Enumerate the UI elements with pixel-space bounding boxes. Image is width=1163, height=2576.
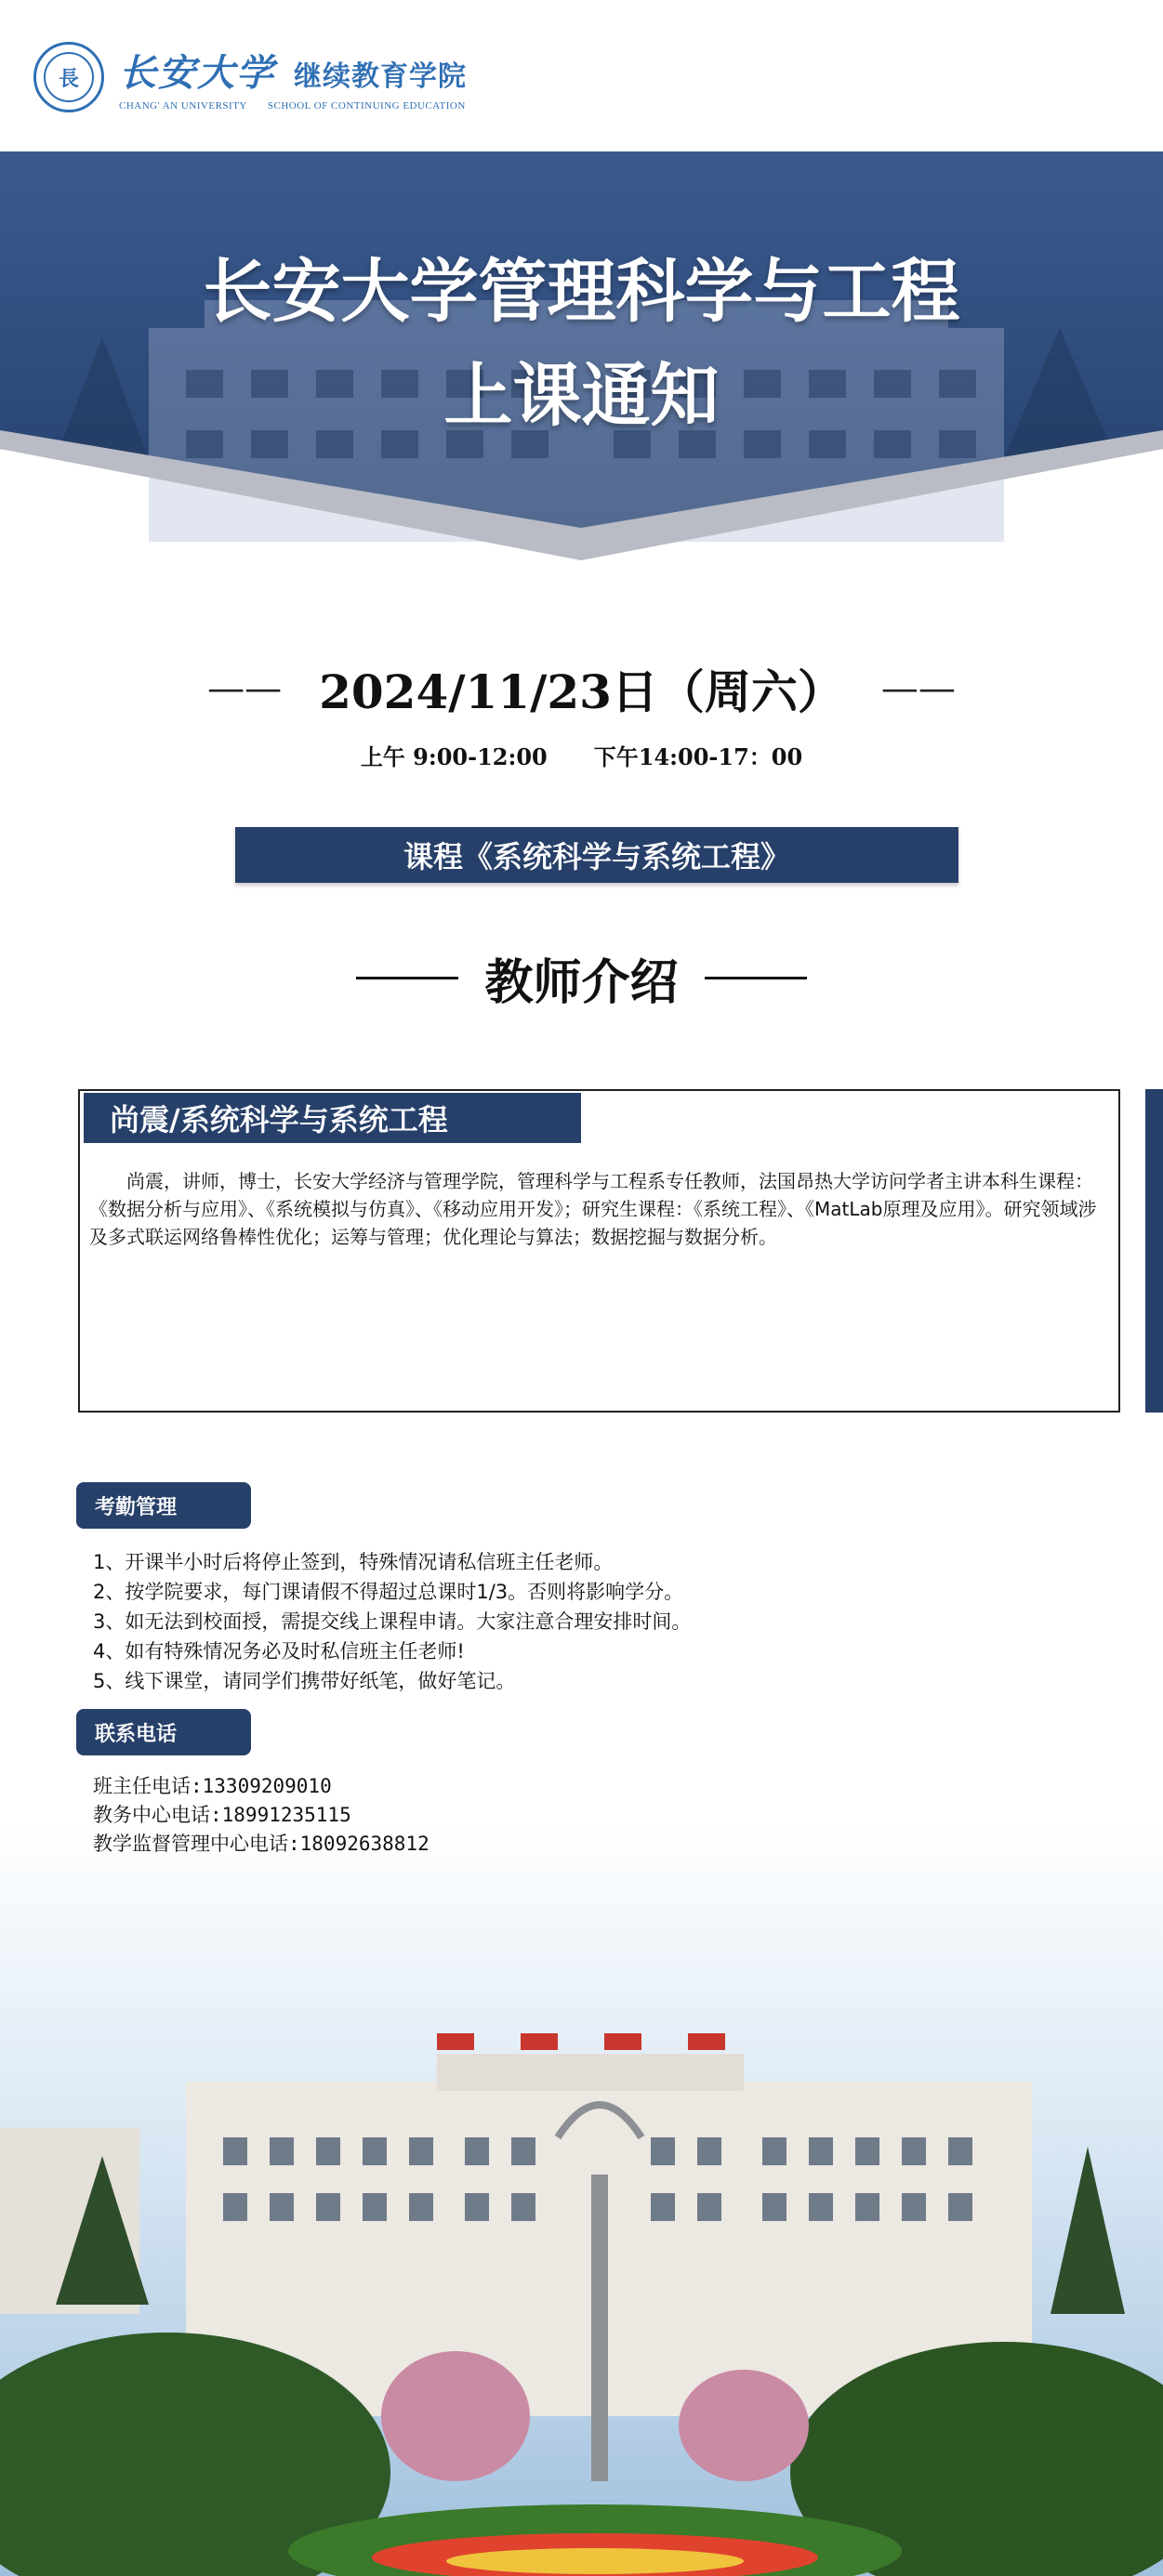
contact-phones bbox=[93, 1772, 430, 1859]
phone-line: 班主任电话:13309209010 bbox=[93, 1775, 332, 1797]
card-side-bar bbox=[1145, 1089, 1163, 1413]
banner-title bbox=[0, 240, 1163, 448]
title-line-2: 上课通知 bbox=[443, 356, 720, 436]
teacher-bio: 尚震，讲师，博士，长安大学经济与管理学院，管理科学与工程系专任教师，法国昂热大学访问学者主讲本科生课程：《数据分析与应用》、《系统模拟与仿真》、《移动应用开发》；研究生课程：《系统工程》、《MatLab原理及应用》。研究领域涉及多式联运网络鲁棒性优化；运筹与管理；优化理论与算法；数据挖掘与数据分析。 bbox=[89, 1170, 1097, 1248]
phone-line: 教务中心电话:18991235115 bbox=[93, 1804, 351, 1826]
time-row bbox=[0, 739, 1163, 771]
campus-illustration bbox=[0, 1821, 1163, 2576]
attendance-label: 考勤管理 bbox=[76, 1482, 251, 1529]
title-line-1: 长安大学管理科学与工程 bbox=[203, 252, 960, 332]
attendance-rules bbox=[93, 1547, 691, 1696]
teacher-heading bbox=[0, 943, 1163, 1013]
school-name-en: SCHOOL OF CONTINUING EDUCATION bbox=[267, 99, 466, 112]
rule-item: 1、开课半小时后将停止签到，特殊情况请私信班主任老师。 bbox=[93, 1551, 614, 1573]
class-date: 2024/11/23日（周六） bbox=[319, 664, 844, 719]
contact-label: 联系电话 bbox=[76, 1709, 251, 1755]
heading-line-right bbox=[705, 977, 807, 979]
rule-item: 5、线下课堂，请同学们携带好纸笔，做好笔记。 bbox=[93, 1670, 516, 1692]
date-row bbox=[0, 655, 1163, 722]
rule-item: 3、如无法到校面授，需提交线上课程申请。大家注意合理安排时间。 bbox=[93, 1610, 692, 1633]
afternoon-time: 下午14:00-17：00 bbox=[593, 743, 803, 770]
title-banner bbox=[0, 151, 1163, 560]
teacher-heading-text: 教师介绍 bbox=[484, 954, 679, 1011]
heading-line-left bbox=[356, 977, 458, 979]
logo-text bbox=[119, 44, 467, 112]
phone-line: 教学监督管理中心电话:18092638812 bbox=[93, 1833, 430, 1855]
university-name-en: CHANG' AN UNIVERSITY bbox=[119, 99, 247, 112]
university-seal-icon bbox=[33, 42, 104, 112]
morning-time: 上午 9:00-12:00 bbox=[360, 743, 548, 770]
teacher-card bbox=[78, 1089, 1120, 1413]
seal-char: 長 bbox=[44, 52, 94, 102]
dash-left: —— bbox=[207, 667, 283, 710]
campus-photo bbox=[0, 1821, 1163, 2576]
rule-item: 2、按学院要求，每门课请假不得超过总课时1/3。否则将影响学分。 bbox=[93, 1581, 684, 1603]
school-logo bbox=[33, 35, 467, 119]
teacher-card-tab: 尚震/系统科学与系统工程 bbox=[84, 1093, 581, 1143]
rule-item: 4、如有特殊情况务必及时私信班主任老师! bbox=[93, 1640, 465, 1663]
course-title: 课程《系统科学与系统工程》 bbox=[235, 827, 958, 883]
dash-right: —— bbox=[880, 667, 956, 710]
school-name-cn: 继续教育学院 bbox=[294, 59, 467, 93]
university-name-cn: 长安大学 bbox=[119, 50, 275, 95]
